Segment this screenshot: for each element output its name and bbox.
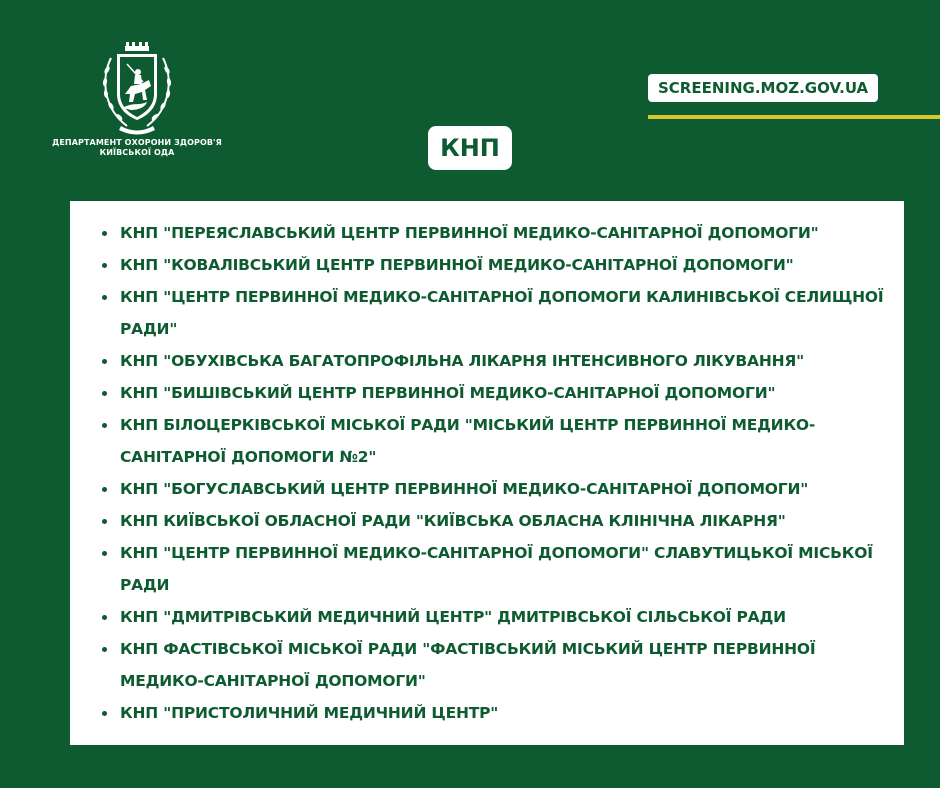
list-item: [120, 505, 884, 537]
bullet-icon: [102, 231, 107, 236]
list-item: [120, 377, 884, 409]
bullet-icon: [102, 711, 107, 716]
bullet-icon: [102, 615, 107, 620]
bullet-icon: [102, 295, 107, 300]
bullet-icon: [102, 423, 107, 428]
bullet-icon: [102, 487, 107, 492]
list-item-text: КНП "ЦЕНТР ПЕРВИННОЇ МЕДИКО-САНІТАРНОЇ ДОПОМОГИ" СЛАВУТИЦЬКОЇ МІСЬКОЇ РАДИ: [120, 544, 873, 594]
list-item-text: КНП БІЛОЦЕРКІВСЬКОЇ МІСЬКОЇ РАДИ "МІСЬКИЙ ЦЕНТР ПЕРВИННОЇ МЕДИКО-САНІТАРНОЇ ДОПОМОГИ №2": [120, 416, 816, 466]
list-item: [120, 473, 884, 505]
list-item-text: КНП "КОВАЛІВСЬКИЙ ЦЕНТР ПЕРВИННОЇ МЕДИКО-САНІТАРНОЇ ДОПОМОГИ": [120, 256, 794, 274]
list-item-text: КНП ФАСТІВСЬКОЇ МІСЬКОЇ РАДИ "ФАСТІВСЬКИЙ МІСЬКИЙ ЦЕНТР ПЕРВИННОЇ МЕДИКО-САНІТАРНОЇ ДОПОМОГИ": [120, 640, 816, 690]
list-item: [120, 281, 884, 345]
organizations-panel: [70, 201, 904, 745]
list-item: [120, 537, 884, 601]
bullet-icon: [102, 359, 107, 364]
list-item: [120, 697, 884, 729]
list-item-text: КНП "БИШІВСЬКИЙ ЦЕНТР ПЕРВИННОЇ МЕДИКО-САНІТАРНОЇ ДОПОМОГИ": [120, 384, 776, 402]
list-item: [120, 601, 884, 633]
list-item-text: КНП "ДМИТРІВСЬКИЙ МЕДИЧНИЙ ЦЕНТР" ДМИТРІВСЬКОЇ СІЛЬСЬКОЇ РАДИ: [120, 608, 786, 626]
accent-line: [648, 115, 940, 119]
page-title: КНП: [428, 126, 512, 170]
list-item-text: КНП "ПРИСТОЛИЧНИЙ МЕДИЧНИЙ ЦЕНТР": [120, 704, 499, 722]
list-item-text: КНП КИЇВСЬКОЇ ОБЛАСНОЇ РАДИ "КИЇВСЬКА ОБЛАСНА КЛІНІЧНА ЛІКАРНЯ": [120, 512, 786, 530]
list-item: [120, 345, 884, 377]
list-item: [120, 249, 884, 281]
bullet-icon: [102, 551, 107, 556]
list-item: [120, 633, 884, 697]
department-name: ДЕПАРТАМЕНТ ОХОРОНИ ЗДОРОВ'Я КИЇВСЬКОЇ ОДА: [52, 138, 222, 157]
list-item-text: КНП "ЦЕНТР ПЕРВИННОЇ МЕДИКО-САНІТАРНОЇ ДОПОМОГИ КАЛИНІВСЬКОЇ СЕЛИЩНОЇ РАДИ": [120, 288, 884, 338]
bullet-icon: [102, 391, 107, 396]
website-badge: SCREENING.MOZ.GOV.UA: [648, 74, 878, 102]
list-item-text: КНП "БОГУСЛАВСЬКИЙ ЦЕНТР ПЕРВИННОЇ МЕДИКО-САНІТАРНОЇ ДОПОМОГИ": [120, 480, 809, 498]
list-item: [120, 217, 884, 249]
list-item-text: КНП "ПЕРЕЯСЛАВСЬКИЙ ЦЕНТР ПЕРВИННОЇ МЕДИКО-САНІТАРНОЇ ДОПОМОГИ": [120, 224, 819, 242]
bullet-icon: [102, 263, 107, 268]
bullet-icon: [102, 519, 107, 524]
list-item: [120, 409, 884, 473]
organizations-list: [70, 201, 904, 729]
kyiv-oblast-coat-of-arms-icon: [97, 42, 177, 136]
bullet-icon: [102, 647, 107, 652]
list-item-text: КНП "ОБУХІВСЬКА БАГАТОПРОФІЛЬНА ЛІКАРНЯ ІНТЕНСИВНОГО ЛІКУВАННЯ": [120, 352, 804, 370]
